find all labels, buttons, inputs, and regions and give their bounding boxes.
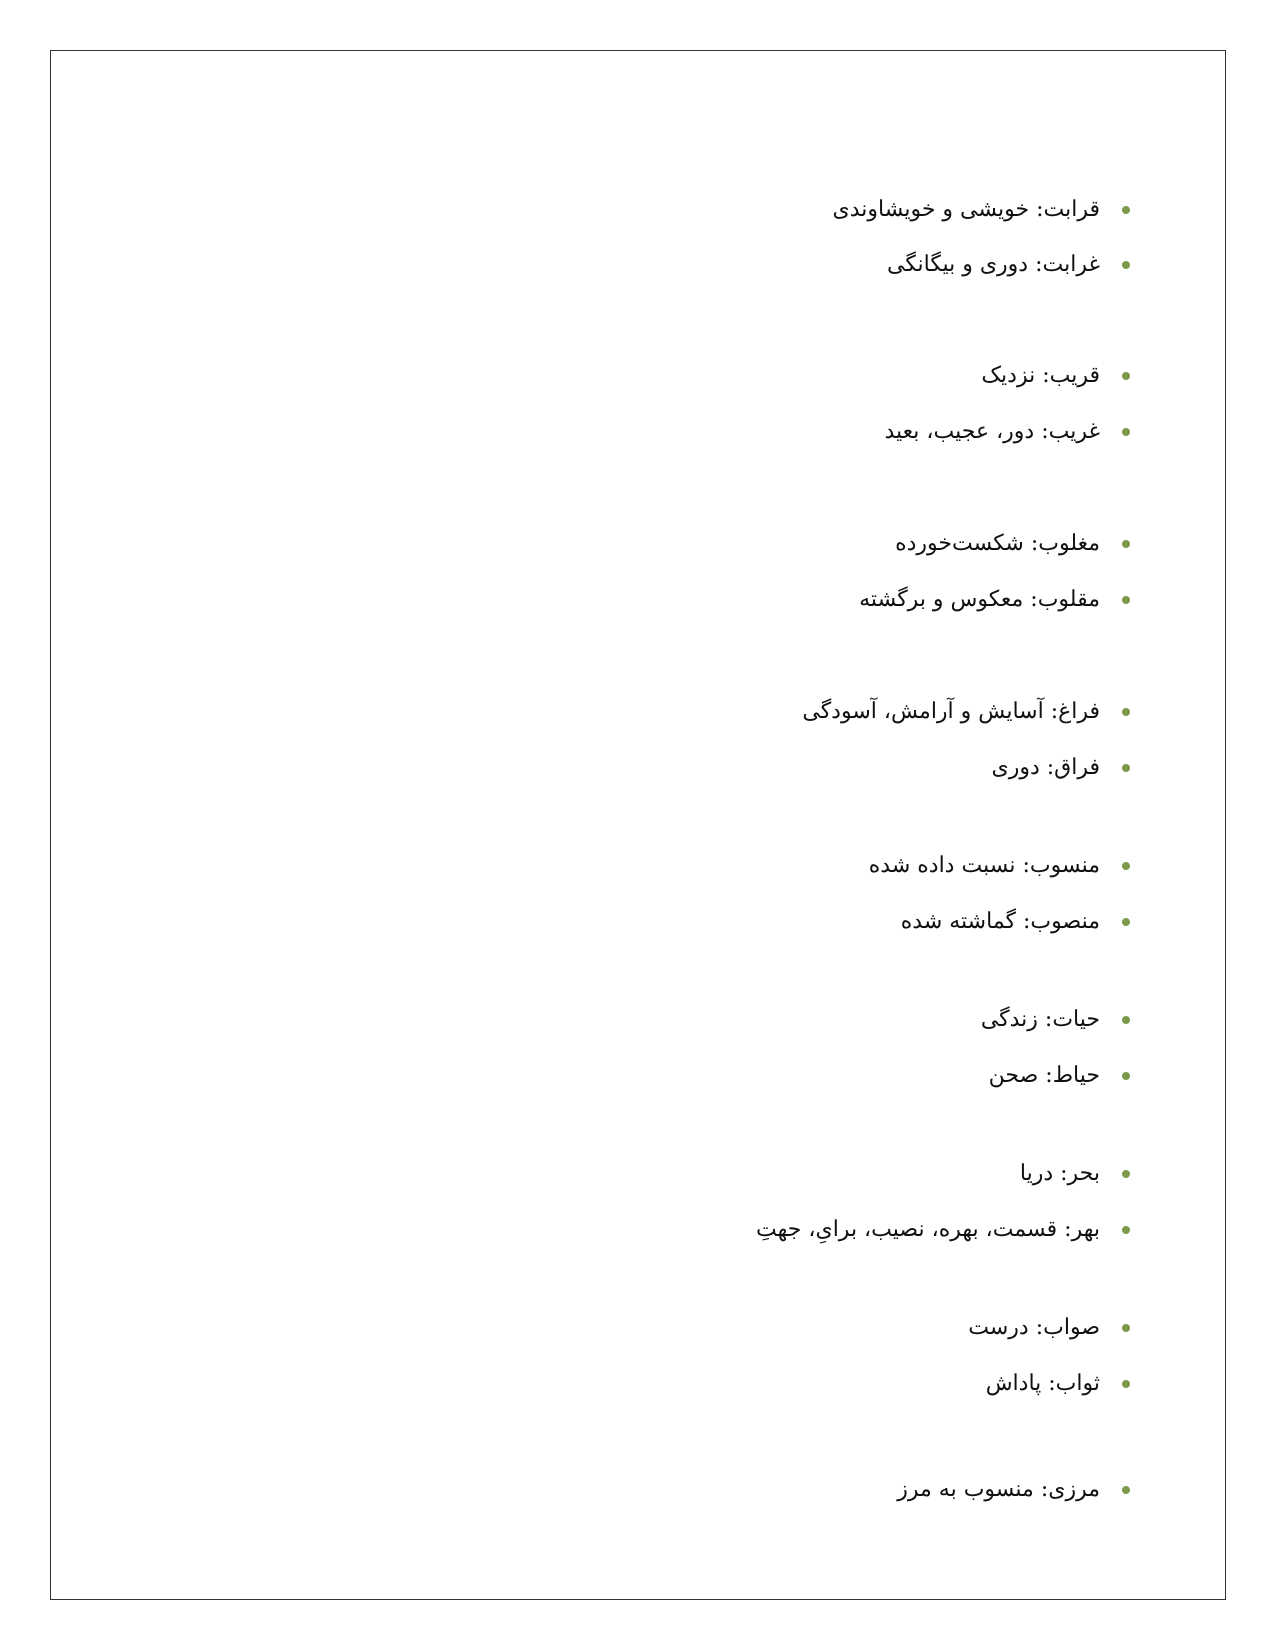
list-item [885, 412, 1131, 452]
entry-text: حیاط: صحن [988, 1063, 1100, 1088]
list-item [968, 1308, 1130, 1348]
list-item [859, 580, 1130, 620]
list-item [887, 245, 1130, 285]
entry-text: ثواب: پاداش [985, 1371, 1100, 1396]
list-item [802, 692, 1130, 732]
entry-text: منصوب: گماشته شده [900, 909, 1100, 934]
list-item [1020, 1154, 1130, 1194]
list-item [895, 524, 1130, 564]
bullet-icon [1122, 261, 1130, 269]
entry-text: قریب: نزدیک [981, 363, 1100, 388]
list-item [986, 1364, 1130, 1404]
entry-text: بهر: قسمت، بهره، نصیب، برایِ، جهتِ [756, 1217, 1100, 1242]
list-item [991, 748, 1130, 788]
entry-text: غرابت: دوری و بیگانگی [887, 252, 1100, 277]
bullet-icon [1122, 1226, 1130, 1234]
list-item [897, 1470, 1130, 1510]
entry-text: حیات: زندگی [980, 1007, 1100, 1032]
list-item [869, 846, 1130, 886]
bullet-icon [1122, 764, 1130, 772]
bullet-icon [1122, 540, 1130, 548]
bullet-icon [1122, 428, 1130, 436]
bullet-icon [1122, 372, 1130, 380]
bullet-icon [1122, 918, 1130, 926]
bullet-icon [1122, 1016, 1130, 1024]
list-item [756, 1210, 1130, 1250]
entry-text: مغلوب: شکست‌خورده [895, 531, 1100, 556]
entry-text: مقلوب: معکوس و برگشته [859, 587, 1100, 612]
bullet-icon [1122, 708, 1130, 716]
entry-text: بحر: دریا [1019, 1161, 1100, 1186]
bullet-icon [1122, 206, 1130, 214]
entry-text: صواب: درست [968, 1315, 1100, 1340]
list-item [989, 1056, 1130, 1096]
bullet-icon [1122, 1486, 1130, 1494]
bullet-icon [1122, 1072, 1130, 1080]
entry-text: قرابت: خویشی و خویشاوندی [832, 197, 1100, 222]
list-item [981, 1000, 1130, 1040]
entry-text: غریب: دور، عجیب، بعید [884, 419, 1100, 444]
entry-text: منسوب: نسبت داده شده [868, 853, 1100, 878]
list-item [901, 902, 1130, 942]
bullet-icon [1122, 1324, 1130, 1332]
bullet-icon [1122, 862, 1130, 870]
list-item [981, 356, 1130, 396]
entry-text: مرزی: منسوب به مرز [897, 1477, 1100, 1502]
bullet-icon [1122, 1170, 1130, 1178]
bullet-icon [1122, 1380, 1130, 1388]
entry-text: فراق: دوری [991, 755, 1100, 780]
list-item [833, 190, 1131, 230]
bullet-icon [1122, 596, 1130, 604]
entry-text: فراغ: آسایش و آرامش، آسودگی [802, 699, 1100, 724]
